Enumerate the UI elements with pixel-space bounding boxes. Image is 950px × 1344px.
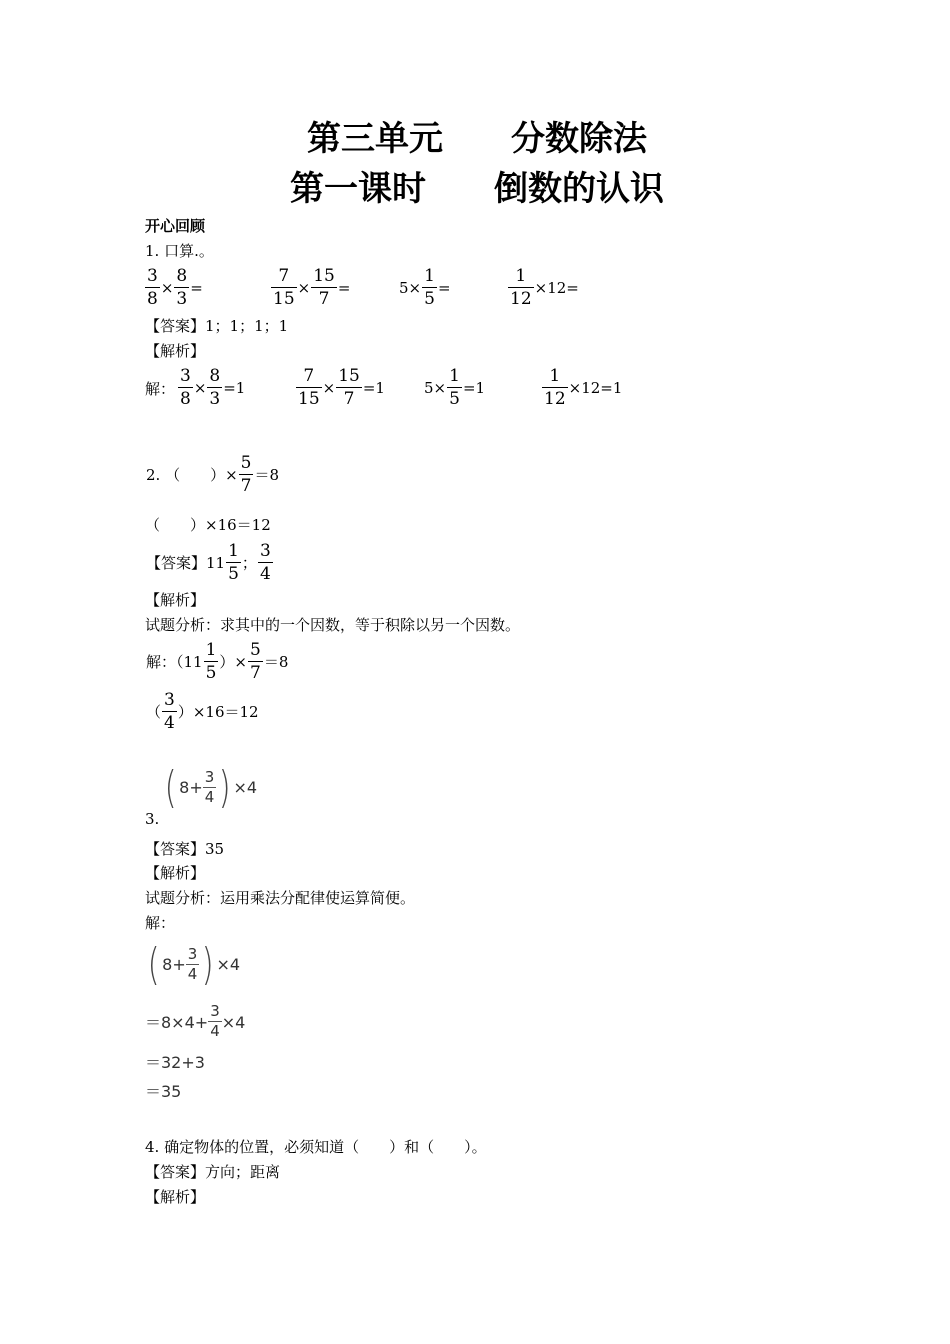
q3-analysis-label: 【解析】: [145, 864, 206, 882]
q2-line-2: （ ）×16＝12: [145, 516, 271, 534]
q2-analysis-text: 试题分析：求其中的一个因数，等于积除以另一个因数。: [145, 616, 521, 634]
q3-step-1: ( 8+ $\frac{3}{4}$ ) ×4: [147, 939, 241, 990]
q1-solution-4: $\frac{1}{12}$ ×12=1: [544, 366, 623, 409]
q1-answer: 【答案】1；1；1；1: [145, 317, 289, 335]
q1-analysis-label: 【解析】: [145, 342, 206, 360]
q3-step-4: ＝35: [145, 1082, 182, 1101]
q1-item-1: $\frac{3}{8}$ × $\frac{8}{3}$ =: [147, 266, 203, 309]
q3-analysis-text: 试题分析：运用乘法分配律使运算简便。: [145, 889, 416, 907]
q2-answer: 【答案】11 $\frac{1}{5}$ ； $\frac{3}{4}$: [146, 541, 271, 584]
q1-solution-prefix: 解：: [145, 380, 176, 398]
page-title: 第三单元 分数除法: [307, 119, 647, 159]
q2-analysis-label: 【解析】: [145, 591, 206, 609]
q3-label: 3.: [145, 810, 160, 828]
q1-item-2: $\frac{7}{15}$ × $\frac{15}{7}$ =: [273, 266, 351, 309]
q2-solution-1: 解：（11 $\frac{1}{5}$ ）× $\frac{5}{7}$ ＝8: [146, 640, 289, 683]
q3-solution-label: 解：: [145, 914, 176, 932]
q1-item-4: $\frac{1}{12}$ ×12=: [510, 266, 579, 309]
q1-solution-3: 5× $\frac{1}{5}$ =1: [424, 366, 486, 409]
section-heading: 开心回顾: [145, 217, 206, 235]
q1-solution-1: $\frac{3}{8}$ × $\frac{8}{3}$ =1: [180, 366, 246, 409]
q3-answer: 【答案】35: [145, 840, 225, 858]
q1-prompt: 1. 口算.。: [145, 242, 214, 260]
q2-line-1: 2. （ ）× $\frac{5}{7}$ ＝8: [146, 453, 280, 496]
q3-step-3: ＝32+3: [145, 1053, 205, 1072]
q1-item-3: 5× $\frac{1}{5}$ =: [399, 266, 451, 309]
q1-solution-2: $\frac{7}{15}$ × $\frac{15}{7}$ =1: [298, 366, 385, 409]
q3-step-2: ＝8×4+ $\frac{3}{4}$ ×4: [145, 1002, 246, 1040]
q3-expression: ( 8+ $\frac{3}{4}$ ) ×4: [164, 762, 258, 813]
q2-solution-2: （ $\frac{3}{4}$ ）×16＝12: [146, 690, 259, 733]
q4-answer: 【答案】方向；距离: [145, 1163, 281, 1181]
q4-analysis-label: 【解析】: [145, 1188, 206, 1206]
q4-prompt: 4. 确定物体的位置，必须知道（ ）和（ ）。: [145, 1138, 487, 1156]
page-subtitle: 第一课时 倒数的认识: [290, 169, 664, 209]
